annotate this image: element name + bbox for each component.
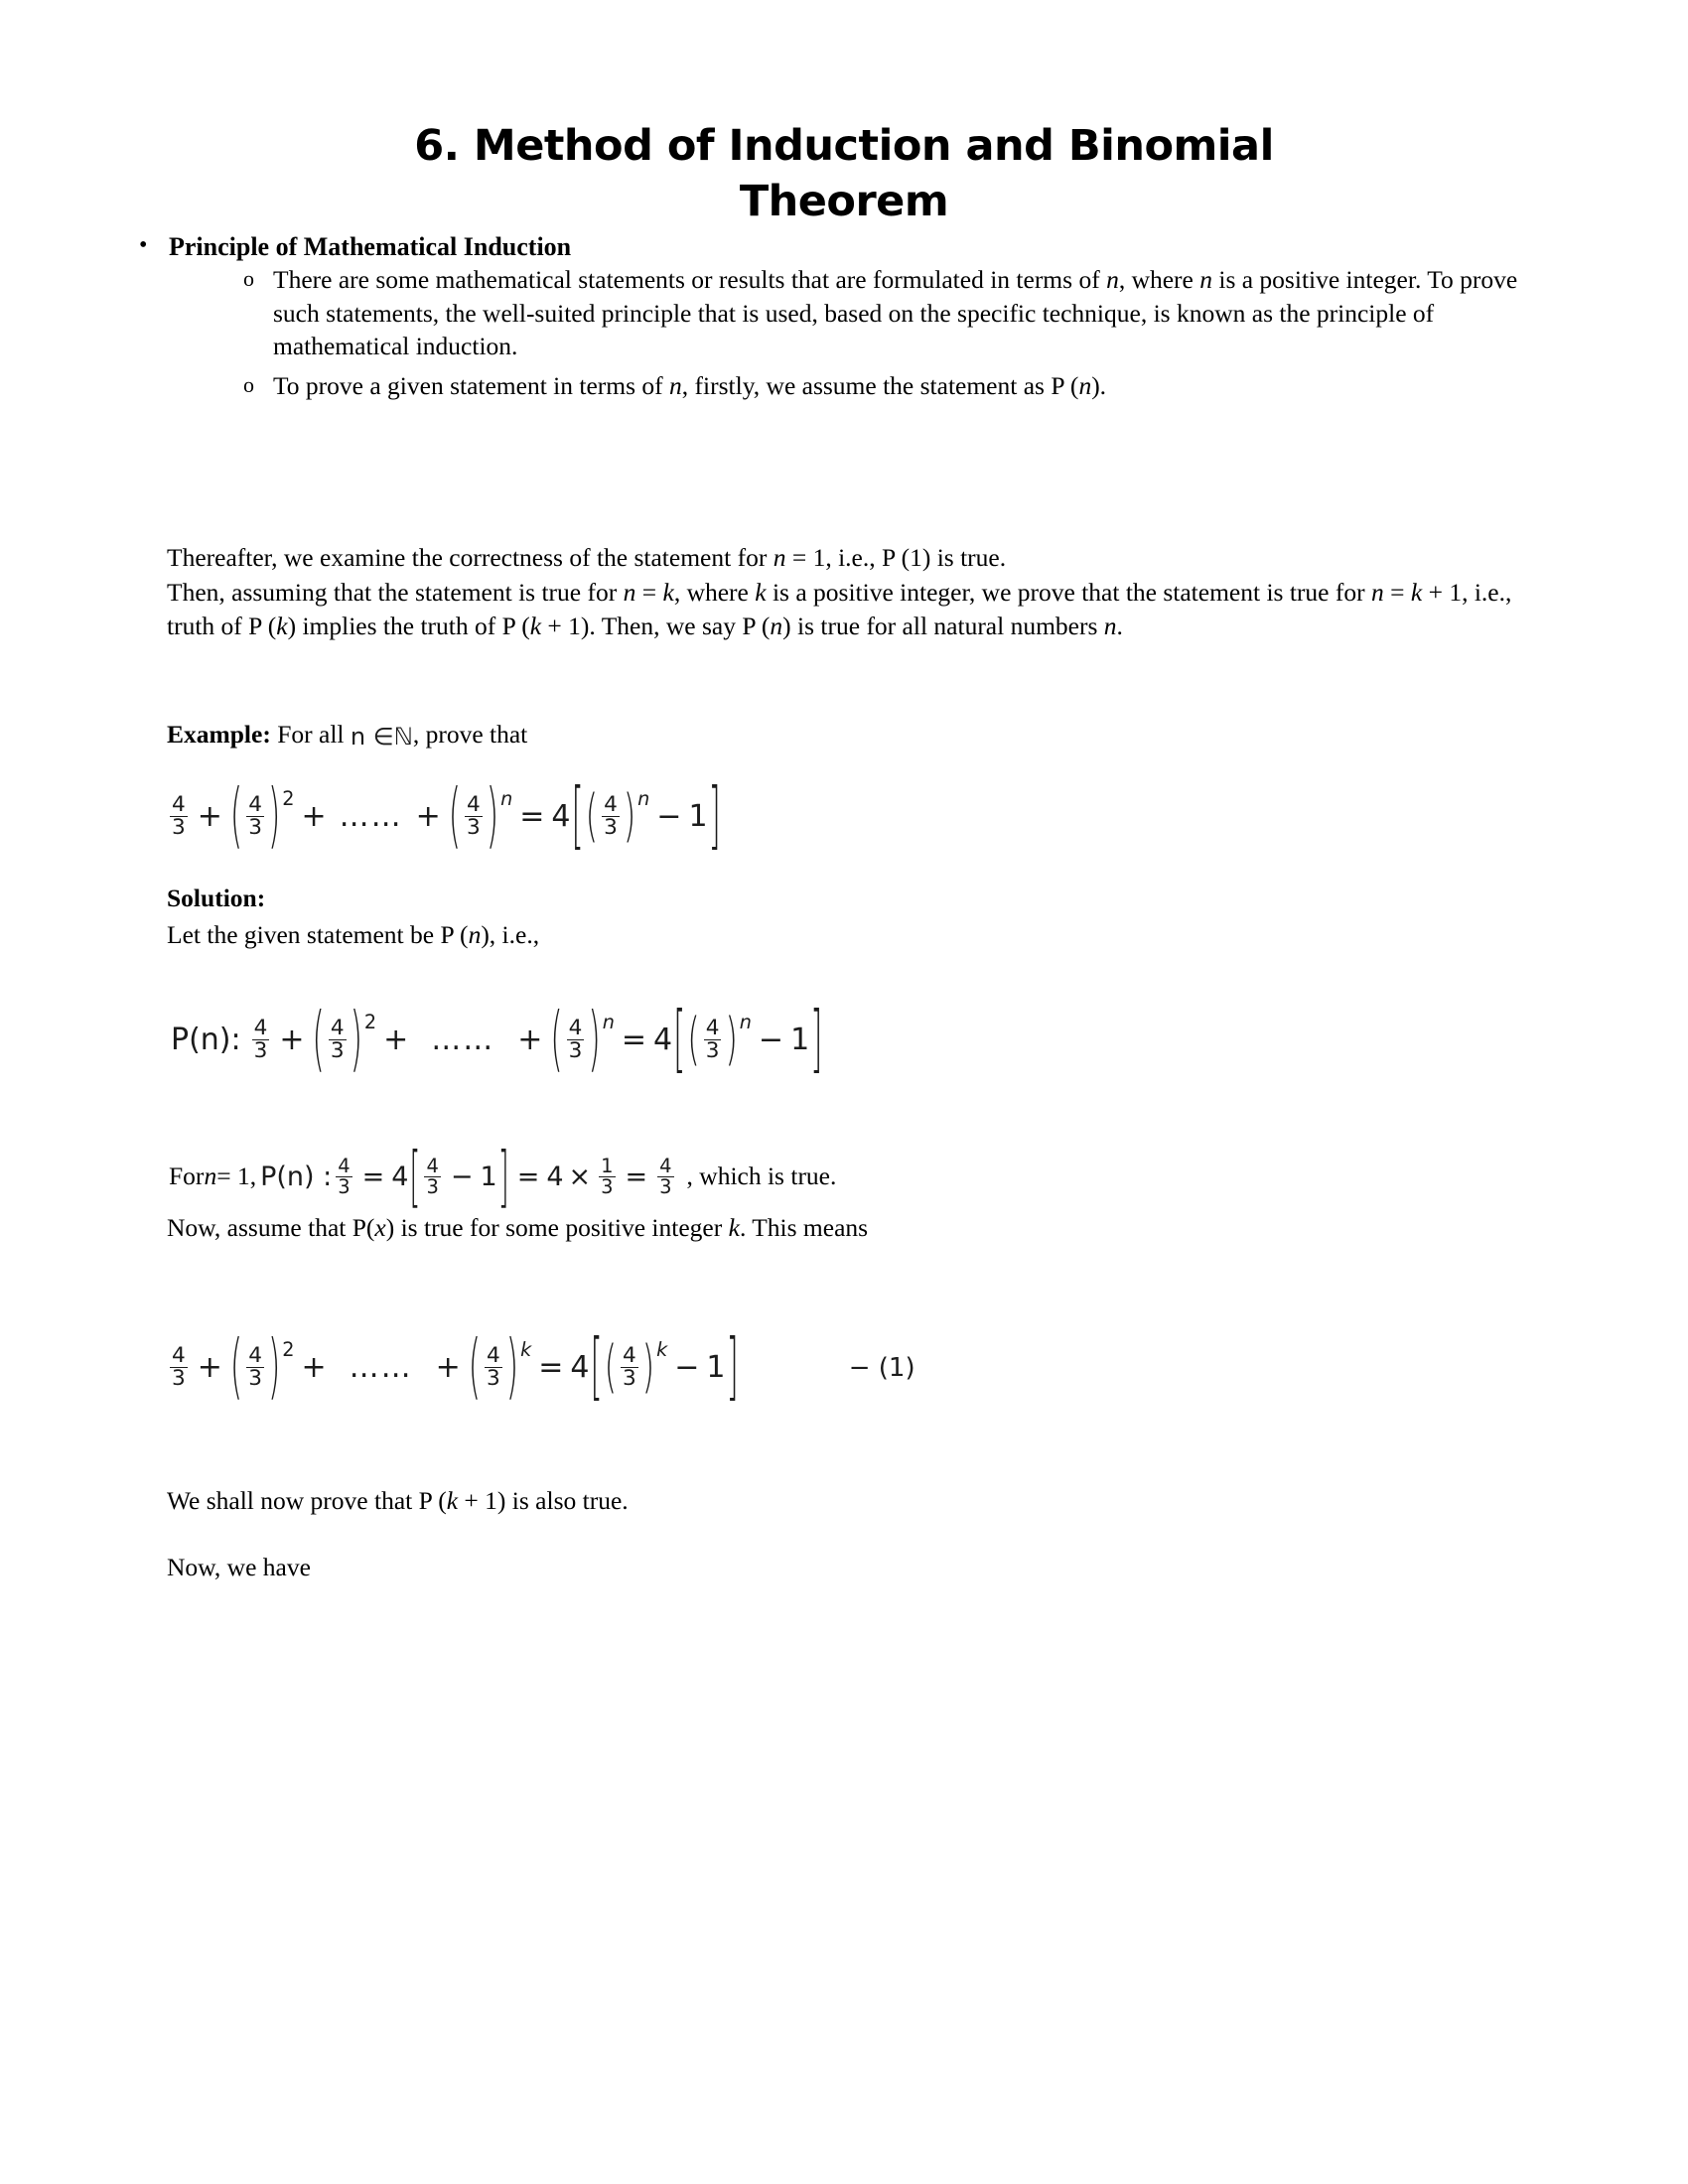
bracket-group: [ ( $\frac{4}{3}$ ) n − 1 ] xyxy=(571,774,721,859)
coefficient-4: 4 xyxy=(551,799,571,835)
times-operator: × xyxy=(568,1160,592,1192)
exponent-2: 2 xyxy=(363,1010,377,1033)
thereafter-n3: n xyxy=(1370,577,1384,607)
plus-operator: + xyxy=(301,799,327,835)
equals-operator: = xyxy=(621,1023,647,1058)
sub-bullet-2-var-n2: n xyxy=(1078,370,1092,400)
base-case-tail: , which is true. xyxy=(686,1161,837,1191)
minus-operator: − xyxy=(674,1350,700,1386)
fraction-4-over-3: $\frac{4}{3}$ xyxy=(172,1343,186,1392)
list-item xyxy=(243,263,1554,363)
fraction-4-over-3: $\frac{4}{3}$ xyxy=(659,1155,672,1198)
section-heading-principle: Principle of Mathematical Induction xyxy=(169,232,572,261)
minus-operator: − xyxy=(758,1023,784,1058)
thereafter-k2: k xyxy=(755,577,767,607)
thereafter-p6: is a positive integer, we prove that the statement is true for xyxy=(766,577,1371,607)
exponent-n: n xyxy=(500,786,513,810)
equals-operator: = xyxy=(516,1160,540,1192)
paragraph-now-we-have: Now, we have xyxy=(167,1553,311,1581)
equals-operator: = xyxy=(538,1350,564,1386)
page-title-line-1: 6. Method of Induction and Binomial xyxy=(414,121,1274,171)
solution-intro-b: ), i.e., xyxy=(481,920,540,949)
exponent-n: n xyxy=(602,1010,615,1033)
fraction-4-over-3: $\frac{4}{3}$ xyxy=(248,792,262,841)
bullet-section-principle xyxy=(139,230,1549,264)
pn-inline-label: P(n) : xyxy=(260,1160,333,1192)
coefficient-4: 4 xyxy=(570,1350,590,1386)
thereafter-p9: ) implies the truth of P ( xyxy=(287,612,530,641)
ellipsis: …… xyxy=(431,1023,495,1058)
coefficient-4: 4 xyxy=(653,1023,673,1058)
literal-1: 1 xyxy=(480,1160,497,1192)
thereafter-k5: k xyxy=(529,612,542,641)
fraction-4-over-3: $\frac{4}{3}$ xyxy=(604,792,618,841)
sub-bullet-list xyxy=(243,263,1554,405)
sub-bullet-2-part-c: ). xyxy=(1091,370,1107,400)
bracket-group: [ ( $\frac{4}{3}$ ) k − 1 ] xyxy=(590,1325,739,1410)
fraction-4-over-3: $\frac{4}{3}$ xyxy=(338,1155,351,1198)
sub-bullet-2-part-b: , firstly, we assume the statement as P ( xyxy=(681,370,1079,400)
example-text-a: For all xyxy=(270,720,351,749)
page-title xyxy=(298,119,1390,230)
plus-operator: + xyxy=(435,1350,461,1386)
equation-statement xyxy=(167,774,722,859)
fraction-4-over-3: $\frac{4}{3}$ xyxy=(487,1343,500,1392)
fraction-4-over-3: $\frac{4}{3}$ xyxy=(705,1016,720,1064)
exponent-n: n xyxy=(739,1010,752,1033)
exponent-n: n xyxy=(637,786,650,810)
equation-base-case xyxy=(169,1138,837,1216)
paragraph-thereafter xyxy=(167,541,1557,644)
paren-group-power-n: ( $\frac{4}{3}$ ) n xyxy=(550,1000,615,1081)
sub-bullet-text-2 xyxy=(273,369,1554,403)
ellipsis: …… xyxy=(339,799,403,835)
thereafter-p1: Thereafter, we examine the correctness of the statement for xyxy=(167,543,774,572)
plus-operator: + xyxy=(197,1350,222,1386)
example-label: Example: xyxy=(167,720,271,749)
equation-number-1: − (1) xyxy=(848,1352,915,1383)
sub-bullet-1-var-n1: n xyxy=(1106,265,1119,294)
assume-part-c: . This means xyxy=(739,1213,869,1242)
exponent-2: 2 xyxy=(282,786,295,810)
thereafter-p10: + 1). Then, we say P ( xyxy=(541,612,771,641)
circle-bullet-icon: o xyxy=(243,371,254,397)
assume-part-a: Now, assume that P( xyxy=(167,1213,375,1242)
thereafter-p8: + 1, i.e., truth of P ( xyxy=(167,577,1512,641)
equation-hypothesis xyxy=(167,1325,915,1410)
sub-bullet-1-var-n2: n xyxy=(1199,265,1212,294)
example-set-membership: n ∈ℕ xyxy=(350,722,413,751)
thereafter-p2: = 1, i.e., P (1) is true. xyxy=(785,543,1007,572)
minus-operator: − xyxy=(450,1160,474,1192)
assume-var-x: x xyxy=(374,1213,386,1242)
paren-group-power-n: ( $\frac{4}{3}$ ) n xyxy=(448,776,513,858)
fraction-4-over-3: $\frac{4}{3}$ xyxy=(467,792,481,841)
sub-bullet-1-part-b: , where xyxy=(1118,265,1200,294)
page-title-line-2: Theorem xyxy=(739,176,949,226)
bullet-level1-row xyxy=(139,230,1549,264)
exponent-k: k xyxy=(520,1337,532,1361)
thereafter-k1: k xyxy=(662,577,674,607)
shall-prove-a: We shall now prove that P ( xyxy=(167,1486,447,1515)
shall-prove-b: + 1) is also true. xyxy=(458,1486,629,1515)
sub-bullet-2-part-a: To prove a given statement in terms of xyxy=(273,370,670,400)
fraction-4-over-3: $\frac{4}{3}$ xyxy=(330,1016,345,1064)
equals-operator: = xyxy=(519,799,545,835)
ellipsis: …… xyxy=(349,1350,413,1386)
paren-group-power-k: ( $\frac{4}{3}$ ) k xyxy=(604,1335,668,1400)
literal-1: 1 xyxy=(706,1350,726,1386)
paren-group-power-n: ( $\frac{4}{3}$ ) n xyxy=(687,1008,752,1072)
paren-group-power-n: ( $\frac{4}{3}$ ) n xyxy=(585,784,650,849)
fraction-4-over-3: $\frac{4}{3}$ xyxy=(623,1343,636,1392)
list-item xyxy=(243,369,1554,403)
paragraph-assume xyxy=(167,1211,1557,1246)
assume-part-b: ) is true for some positive integer xyxy=(385,1213,729,1242)
plus-operator: + xyxy=(415,799,441,835)
fraction-1-over-3: $\frac{1}{3}$ xyxy=(601,1155,614,1198)
fraction-4-over-3: $\frac{4}{3}$ xyxy=(426,1155,439,1198)
example-text-b: , prove that xyxy=(412,720,528,749)
plus-operator: + xyxy=(517,1023,543,1058)
sub-bullet-2-var-n1: n xyxy=(669,370,682,400)
bracket-group: [ ( $\frac{4}{3}$ ) n − 1 ] xyxy=(673,998,823,1082)
equals-operator: = xyxy=(361,1160,385,1192)
thereafter-p4: = xyxy=(635,577,663,607)
thereafter-p7: = xyxy=(1383,577,1411,607)
thereafter-n1: n xyxy=(773,543,786,572)
shall-prove-k: k xyxy=(446,1486,459,1515)
for-label-eq1: = 1, xyxy=(216,1161,257,1191)
solution-intro-line xyxy=(167,918,1557,953)
thereafter-n5: n xyxy=(1103,612,1117,641)
thereafter-k4: k xyxy=(276,612,288,641)
thereafter-n4: n xyxy=(770,612,783,641)
fraction-4-over-3: $\frac{4}{3}$ xyxy=(253,1016,268,1064)
fraction-4-over-3: $\frac{4}{3}$ xyxy=(172,792,186,841)
paren-group-squared: ( $\frac{4}{3}$ ) 2 xyxy=(229,1327,295,1409)
thereafter-n2: n xyxy=(623,577,636,607)
sub-bullet-1-part-c: is a positive integer. To prove such statements, the well-suited principle that is used, based on the specific technique, is known as the principle of mathematical induction. xyxy=(273,265,1518,361)
paragraph-shall-prove xyxy=(167,1484,1557,1519)
example-line xyxy=(167,718,1557,752)
equation-pn xyxy=(171,998,823,1082)
fraction-4-over-3: $\frac{4}{3}$ xyxy=(568,1016,583,1064)
exponent-k: k xyxy=(656,1337,668,1361)
thereafter-p12: . xyxy=(1116,612,1123,641)
thereafter-k3: k xyxy=(1410,577,1423,607)
exponent-2: 2 xyxy=(282,1337,295,1361)
circle-bullet-icon: o xyxy=(243,266,254,291)
thereafter-p11: ) is true for all natural numbers xyxy=(782,612,1104,641)
literal-1: 1 xyxy=(790,1023,810,1058)
paren-group-squared: ( $\frac{4}{3}$ ) 2 xyxy=(229,776,295,858)
minus-operator: − xyxy=(656,799,682,835)
assume-var-k: k xyxy=(728,1213,740,1242)
paren-group-power-k: ( $\frac{4}{3}$ ) k xyxy=(468,1327,532,1409)
equals-operator: = xyxy=(625,1160,648,1192)
solution-intro-a: Let the given statement be P ( xyxy=(167,920,469,949)
for-label: For xyxy=(169,1161,205,1191)
bracket-group: [ $\frac{4}{3}$ − 1 ] xyxy=(409,1138,509,1216)
sub-bullet-1-part-a: There are some mathematical statements or results that are formulated in terms of xyxy=(273,265,1107,294)
thereafter-p5: , where xyxy=(673,577,756,607)
solution-label: Solution: xyxy=(167,884,266,912)
sub-bullet-text-1 xyxy=(273,263,1554,363)
plus-operator: + xyxy=(279,1023,305,1058)
thereafter-p3: Then, assuming that the statement is true for xyxy=(167,577,624,607)
plus-operator: + xyxy=(383,1023,409,1058)
pn-label: P(n): xyxy=(171,1023,241,1058)
literal-1: 1 xyxy=(688,799,708,835)
plus-operator: + xyxy=(301,1350,327,1386)
plus-operator: + xyxy=(197,799,222,835)
fraction-4-over-3: $\frac{4}{3}$ xyxy=(248,1343,262,1392)
coefficient-4: 4 xyxy=(391,1160,409,1192)
solution-intro-n: n xyxy=(468,920,482,949)
for-label-n: n xyxy=(204,1161,217,1191)
coefficient-4: 4 xyxy=(546,1160,564,1192)
disc-bullet-icon: • xyxy=(139,232,148,258)
paren-group-squared: ( $\frac{4}{3}$ ) 2 xyxy=(312,1000,377,1081)
